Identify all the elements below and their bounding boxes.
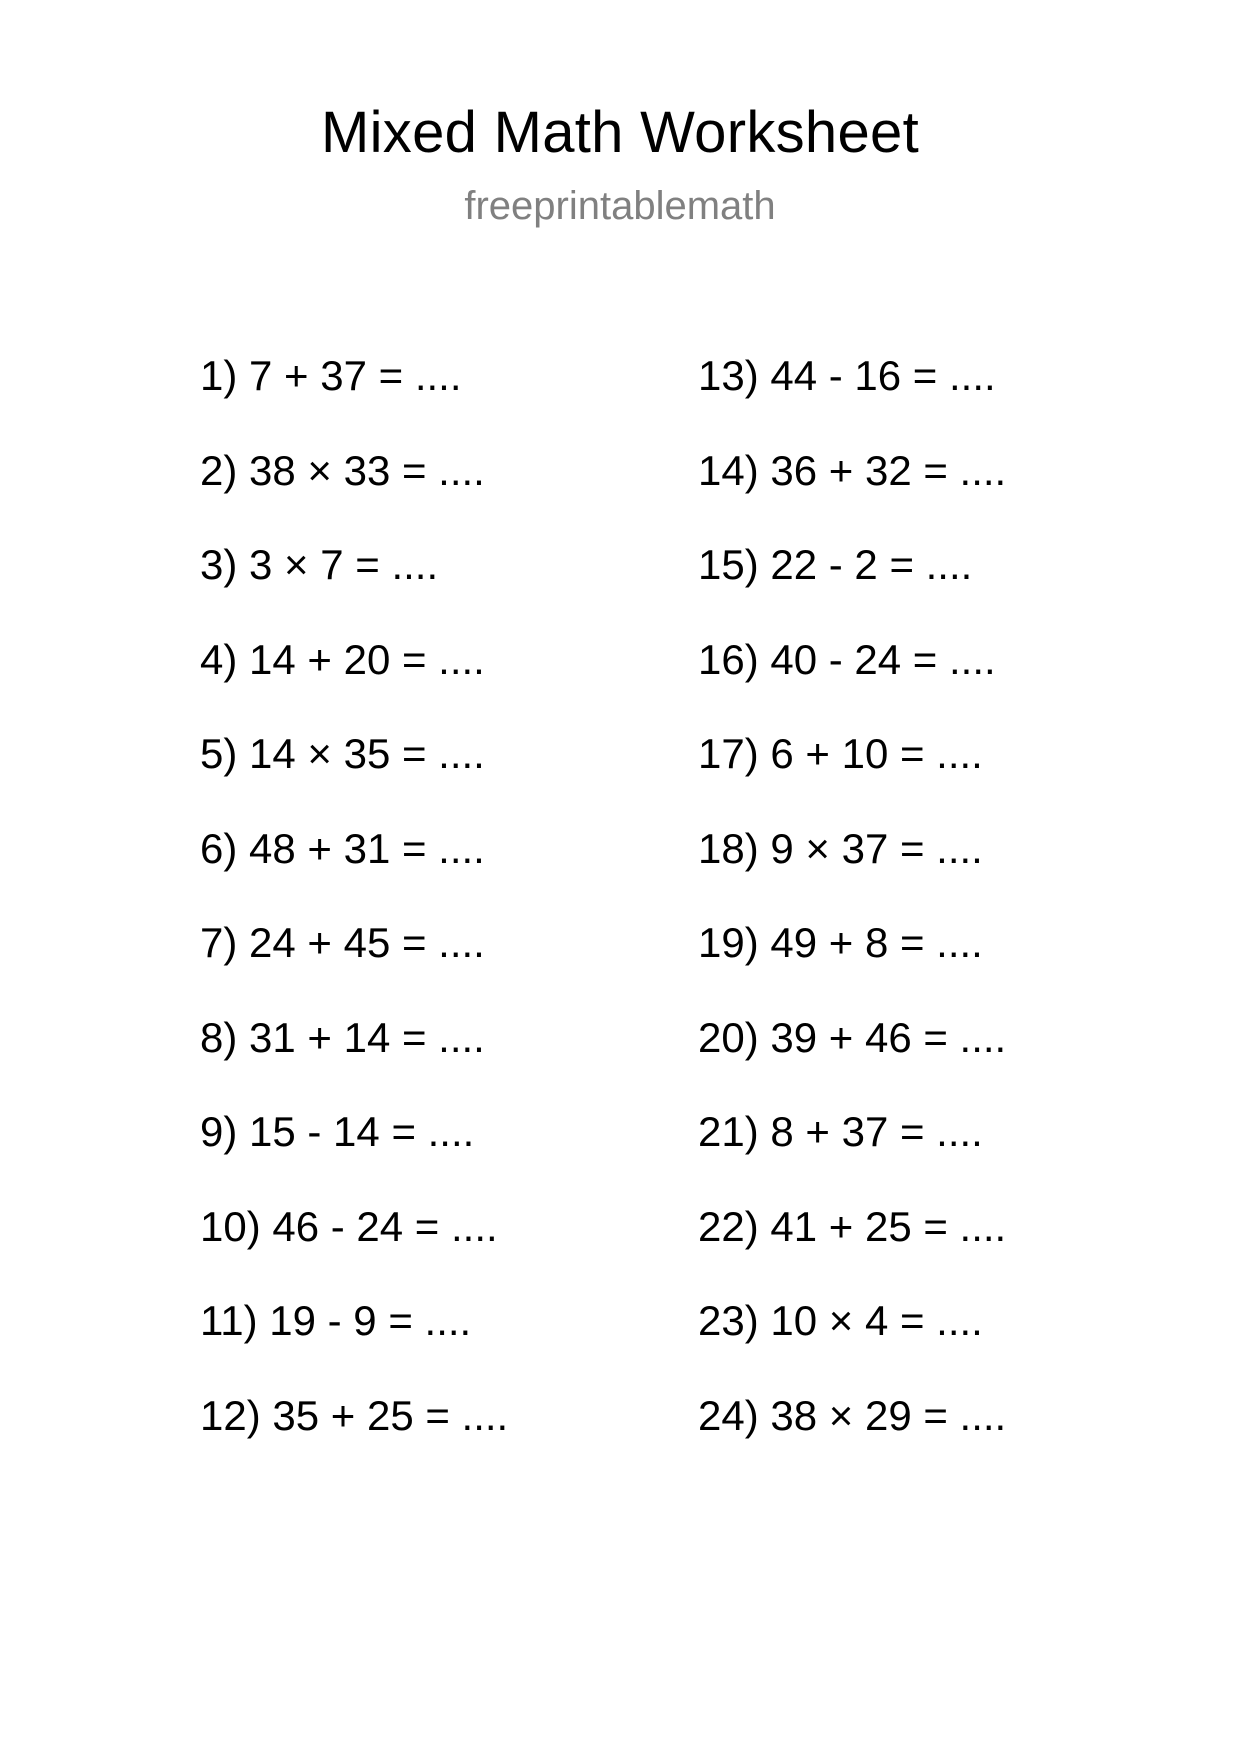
math-problem: 14) 36 + 32 = .... xyxy=(698,446,1007,494)
math-problem: 24) 38 × 29 = .... xyxy=(698,1391,1007,1439)
problem-column-left xyxy=(200,352,508,1486)
math-problem: 23) 10 × 4 = .... xyxy=(698,1297,983,1344)
math-problem: 4) 14 + 20 = .... xyxy=(200,635,485,683)
problem-column-right xyxy=(698,352,1006,1486)
math-problem: 11) 19 - 9 = .... xyxy=(200,1297,472,1344)
math-problem: 5) 14 × 35 = .... xyxy=(200,730,485,777)
math-problem: 15) 22 - 2 = .... xyxy=(698,541,973,588)
math-problem: 19) 49 + 8 = .... xyxy=(698,919,983,966)
math-problem: 17) 6 + 10 = .... xyxy=(698,730,983,777)
math-problem: 12) 35 + 25 = .... xyxy=(200,1391,509,1439)
math-problem: 9) 15 - 14 = .... xyxy=(200,1108,475,1155)
worksheet-subtitle: freeprintablemath xyxy=(464,184,776,228)
math-problem: 2) 38 × 33 = .... xyxy=(200,446,485,494)
math-problem: 16) 40 - 24 = .... xyxy=(698,635,996,683)
math-problem: 18) 9 × 37 = .... xyxy=(698,824,983,872)
math-problem: 7) 24 + 45 = .... xyxy=(200,919,485,966)
math-problem: 21) 8 + 37 = .... xyxy=(698,1108,983,1155)
math-problem: 3) 3 × 7 = .... xyxy=(200,541,439,588)
math-problem: 6) 48 + 31 = .... xyxy=(200,824,485,872)
math-problem: 13) 44 - 16 = .... xyxy=(698,352,996,399)
math-problem: 20) 39 + 46 = .... xyxy=(698,1013,1007,1061)
math-problem: 1) 7 + 37 = .... xyxy=(200,352,462,399)
worksheet-title: Mixed Math Worksheet xyxy=(320,100,920,165)
math-problem: 8) 31 + 14 = .... xyxy=(200,1013,485,1061)
math-problem: 10) 46 - 24 = .... xyxy=(200,1202,498,1250)
math-problem: 22) 41 + 25 = .... xyxy=(698,1202,1007,1250)
